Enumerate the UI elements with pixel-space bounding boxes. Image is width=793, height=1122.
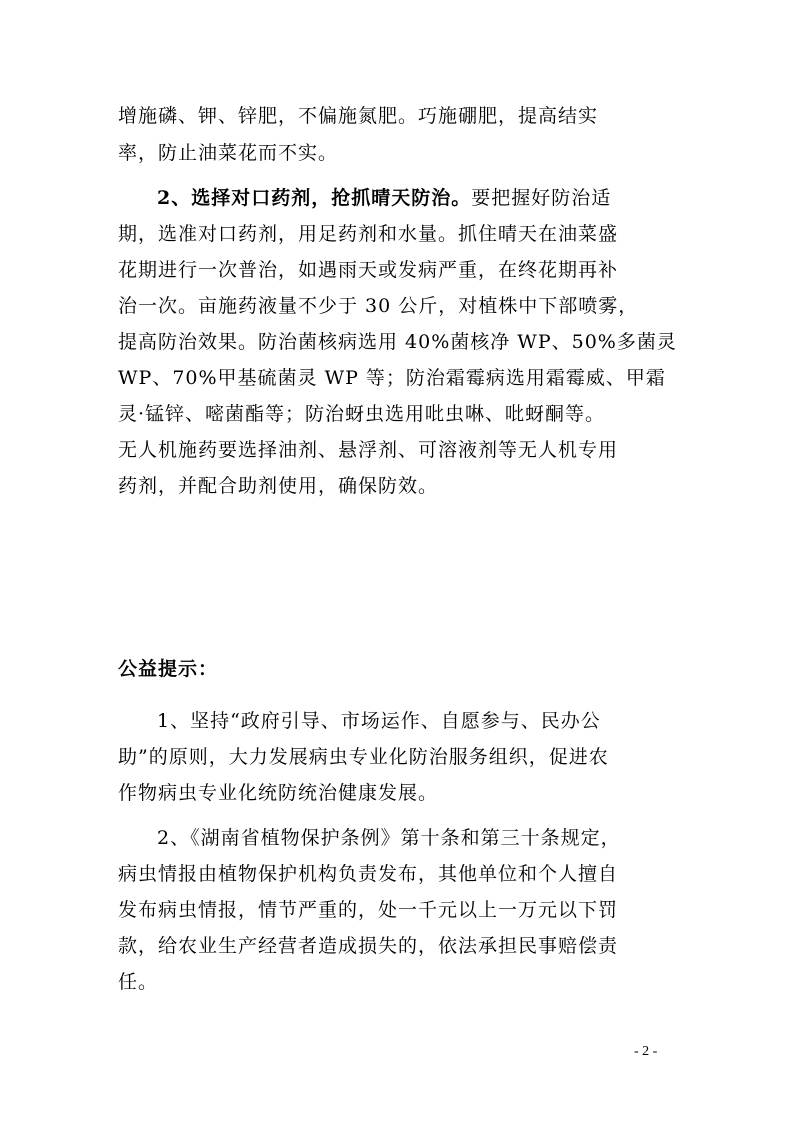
paragraph-line: 药剂，并配合助剂使用，确保防效。 <box>118 475 439 497</box>
paragraph-line: 灵·锰锌、嘧菌酯等；防治蚜虫选用吡虫啉、吡蚜酮等。 <box>118 403 606 425</box>
notice-item-2-line: 发布病虫情报，情节严重的，处一千元以上一万元以下罚 <box>118 899 619 921</box>
notice-item-1-line: 1、坚持“政府引导、市场运作、自愿参与、民办公 <box>157 710 601 732</box>
notice-item-2-line: 任。 <box>118 971 159 993</box>
paragraph-line: 花期进行一次普治，如遇雨天或发病严重，在终花期再补 <box>118 259 619 281</box>
notice-item-2-line: 款，给农业生产经营者造成损失的，依法承担民事赔偿责 <box>118 935 619 957</box>
paragraph-line: 提高防治效果。防治菌核病选用 40%菌核净 WP、50%多菌灵 <box>118 331 677 353</box>
notice-item-1-line: 作物病虫专业化统防统治健康发展。 <box>118 782 439 804</box>
section-2-first-line-text: 要把握好防治适 <box>471 187 612 209</box>
page-number: - 2 - <box>634 1044 658 1059</box>
notice-item-2-line: 2、《湖南省植物保护条例》第十条和第三十条规定， <box>157 827 621 849</box>
paragraph-line: 治一次。亩施药液量不少于 30 公斤，对植株中下部喷雾， <box>118 295 639 317</box>
section-2-heading: 2、选择对口药剂，抢抓晴天防治。 <box>157 187 472 209</box>
paragraph-line: 期，选准对口药剂，用足药剂和水量。抓住晴天在油菜盛 <box>118 223 619 245</box>
section-2-first-line <box>157 186 611 210</box>
notice-item-1-line: 助”的原则，大力发展病虫专业化防治服务组织，促进农 <box>118 746 609 768</box>
paragraph-line: 增施磷、钾、锌肥，不偏施氮肥。巧施硼肥，提高结实 <box>118 105 599 127</box>
notice-heading: 公益提示： <box>118 658 219 680</box>
paragraph-line: 无人机施药要选择油剂、悬浮剂、可溶液剂等无人机专用 <box>118 439 619 461</box>
paragraph-line: 率，防止油菜花而不实。 <box>118 142 339 164</box>
paragraph-line: WP、70%甲基硫菌灵 WP 等；防治霜霉病选用霜霉威、甲霜 <box>118 367 666 389</box>
notice-item-2-line: 病虫情报由植物保护机构负责发布，其他单位和个人擅自 <box>118 863 619 885</box>
